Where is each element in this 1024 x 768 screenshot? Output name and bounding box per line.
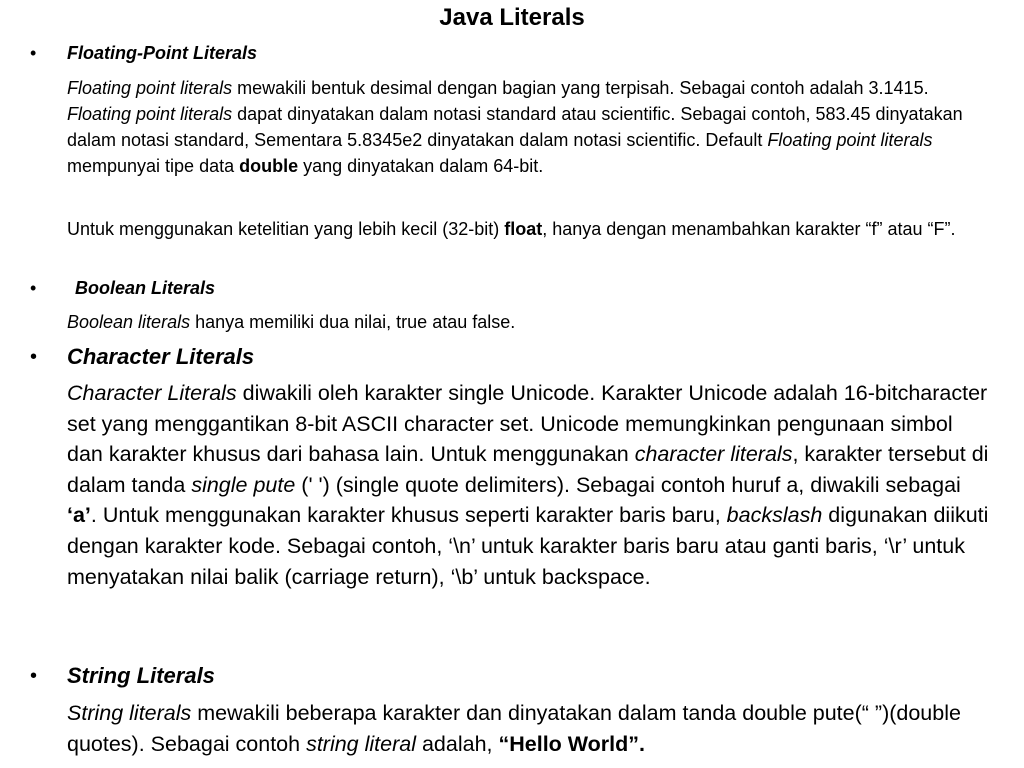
bullet-string: • <box>30 665 38 687</box>
text-run: Untuk menggunakan ketelitian yang lebih kecil (32-bit) <box>67 219 505 239</box>
text-run: dapat dinyatakan dalam notasi standard atau scientific. Sebagai contoh, 583.45 dinyatakan dalam notasi standard, Sementara 5.8345e2 dinyatakan dalam notasi scientific. Default <box>67 104 963 150</box>
text-run: diwakili oleh karakter single Unicode. Karakter Unicode adalah 16-bitcharacter set yang menggantikan 8-bit ASCII character set. Unicode memungkinkan pengunaan simbol dan karakter khusus dari bahasa lain. Untuk menggunakan <box>67 381 988 467</box>
text-run: , karakter tersebut di dalam tanda <box>67 442 989 497</box>
text-run: digunakan diikuti dengan karakter kode. Sebagai contoh, ‘\n’ untuk karakter baris baru atau ganti baris, ‘\r’ untuk menyatakan nilai balik (carriage return), ‘\b’ untuk backspace. <box>67 503 989 589</box>
strong-text: “Hello World”. <box>498 731 646 756</box>
strong-text: double <box>239 156 299 176</box>
emphasis-text: character literals <box>634 442 793 467</box>
emphasis-text: Floating point literals <box>67 104 233 124</box>
text-run: yang dinyatakan dalam 64-bit. <box>298 156 544 176</box>
text-run: , hanya dengan menambahkan karakter “f” atau “F”. <box>542 219 956 239</box>
emphasis-text: single pute <box>191 472 296 497</box>
emphasis-text: Boolean literals <box>67 312 191 332</box>
heading-boolean: Boolean Literals <box>75 278 216 298</box>
emphasis-text: Floating point literals <box>67 78 233 98</box>
heading-floating-point: Floating-Point Literals <box>67 43 258 63</box>
strong-text: float <box>504 219 543 239</box>
bullet-boolean: • <box>30 278 37 298</box>
paragraph-boolean <box>67 309 992 335</box>
slide-title: Java Literals <box>439 4 585 31</box>
emphasis-text: String literals <box>67 701 192 725</box>
text-run: mempunyai tipe data <box>67 156 240 176</box>
text-run: mewakili beberapa karakter dan dinyatakan dalam tanda double pute(“ ”)(double quotes). Sebagai contoh <box>67 701 961 756</box>
text-run: . Untuk menggunakan karakter khusus seperti karakter baris baru, <box>90 503 727 528</box>
paragraph-floating-point-2 <box>67 216 992 242</box>
text-run: (' ') (single quote delimiters). Sebagai contoh huruf a, diwakili sebagai <box>295 472 961 497</box>
paragraph-character <box>67 378 992 592</box>
heading-string: String Literals <box>67 663 215 688</box>
bullet-character: • <box>30 346 38 368</box>
bullet-floating: • <box>30 43 37 63</box>
text-run: hanya memiliki dua nilai, true atau false. <box>190 312 516 332</box>
emphasis-text: string literal <box>306 731 416 756</box>
emphasis-text: Character Literals <box>67 381 237 405</box>
strong-text: ‘a’ <box>67 503 91 528</box>
heading-character: Character Literals <box>67 344 255 369</box>
emphasis-text: Floating point literals <box>767 130 933 150</box>
text-run: mewakili bentuk desimal dengan bagian yang terpisah. Sebagai contoh adalah 3.1415. <box>232 78 929 98</box>
text-run: adalah, <box>416 731 499 756</box>
paragraph-string <box>67 698 992 759</box>
emphasis-text: backslash <box>726 503 823 528</box>
paragraph-floating-point-1 <box>67 75 992 179</box>
